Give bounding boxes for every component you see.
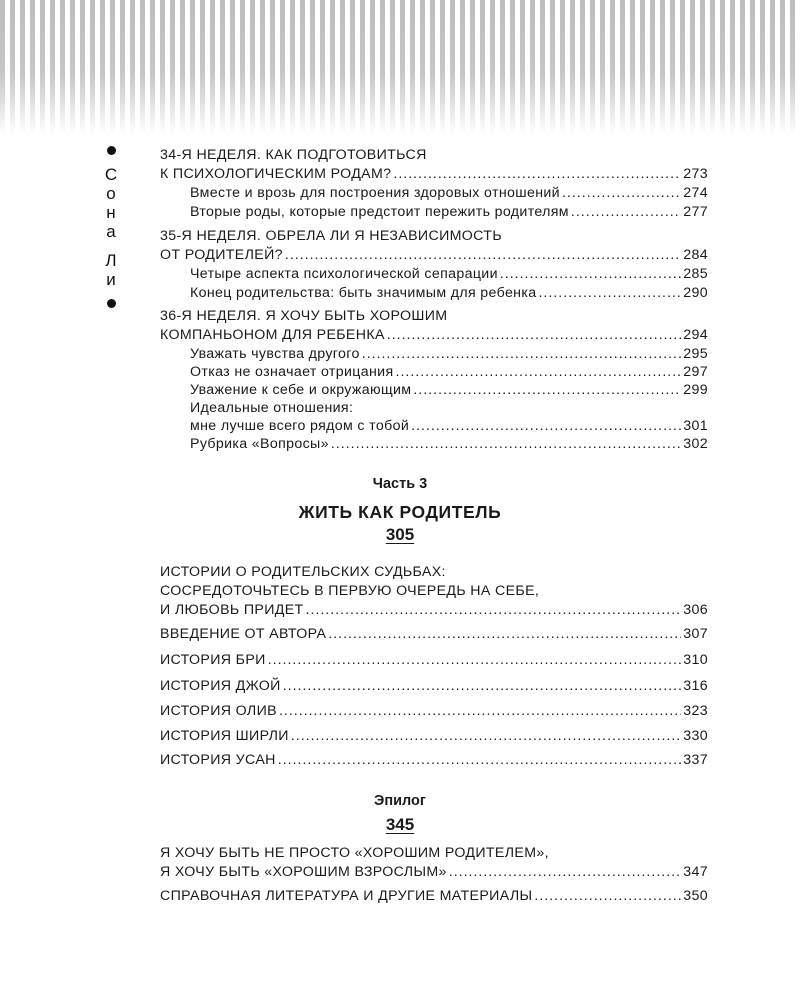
leader-dots [396, 364, 682, 380]
part-title: ЖИТЬ КАК РОДИТЕЛЬ [298, 502, 502, 522]
toc-subentry[interactable]: Конец родительства: быть значимым для ребенка ..... 290 [190, 285, 708, 304]
toc-entry-joy[interactable]: ИСТОРИЯ ДЖОЙ ..... 316 [160, 678, 708, 697]
toc-entry-week36[interactable]: КОМПАНЬОНОМ ДЛЯ РЕБЕНКА ..... 294 [160, 327, 708, 346]
leader-dots [278, 752, 682, 768]
toc-entry-epilogue[interactable]: Я ХОЧУ БЫТЬ «ХОРОШИМ ВЗРОСЛЫМ» ..... 347 [160, 864, 708, 883]
page-number: 330 [683, 728, 708, 744]
toc-subentry[interactable]: Вторые роды, которые предстоит пережить родителям ..... 277 [190, 204, 708, 223]
page-number: 350 [683, 888, 708, 904]
leader-dots [562, 185, 681, 201]
spine-letter: о [106, 184, 116, 203]
toc-entry-susan[interactable]: ИСТОРИЯ УСАН ..... 337 [160, 752, 708, 771]
toc-heading-week34[interactable]: 34-Я НЕДЕЛЯ. КАК ПОДГОТОВИТЬСЯ [160, 147, 427, 163]
toc-heading-stories[interactable]: ИСТОРИИ О РОДИТЕЛЬСКИХ СУДЬБАХ: [160, 564, 446, 580]
leader-dots [387, 327, 681, 343]
leader-dots [500, 266, 681, 282]
leader-dots [534, 888, 681, 904]
page-number: 302 [683, 436, 708, 452]
epilogue-label: Эпилог [374, 793, 426, 809]
spine-author [101, 146, 121, 308]
page-number: 290 [683, 285, 708, 301]
toc-subentry[interactable]: Четыре аспекта психологической сепарации ..... 285 [190, 266, 708, 285]
leader-dots [413, 382, 681, 398]
decorative-stripe-header [0, 0, 800, 135]
toc-subentry[interactable]: Рубрика «Вопросы» ..... 302 [190, 436, 708, 455]
page-number: 274 [683, 185, 708, 201]
page-number: 284 [683, 247, 708, 263]
spine-bullet-bottom [107, 299, 116, 308]
toc-entry-week34[interactable]: К ПСИХОЛОГИЧЕСКИМ РОДАМ? ..... 273 [160, 166, 708, 185]
page-number: 297 [683, 364, 708, 380]
toc-heading-stories[interactable]: СОСРЕДОТОЧЬТЕСЬ В ПЕРВУЮ ОЧЕРЕДЬ НА СЕБЕ, [160, 583, 540, 599]
toc-entry-week35[interactable]: ОТ РОДИТЕЛЕЙ? ..... 284 [160, 247, 708, 266]
toc-subentry[interactable]: Уважать чувства другого ..... 295 [190, 346, 708, 365]
toc-entry-shirley[interactable]: ИСТОРИЯ ШИРЛИ ..... 330 [160, 728, 708, 747]
page-number: 306 [683, 602, 708, 618]
page-number: 316 [683, 678, 708, 694]
spine-bullet-top [107, 146, 116, 155]
page-number: 294 [683, 327, 708, 343]
part-label: Часть 3 [372, 476, 428, 492]
leader-dots [538, 285, 681, 301]
toc-entry-olive[interactable]: ИСТОРИЯ ОЛИВ ..... 323 [160, 703, 708, 722]
page-number: 285 [683, 266, 708, 282]
part-page-number[interactable]: 305 [385, 525, 415, 544]
leader-dots [306, 602, 682, 618]
leader-dots [393, 166, 681, 182]
leader-dots [362, 346, 682, 362]
spine-letter: а [106, 222, 116, 241]
page-number: 273 [683, 166, 708, 182]
toc-subentry[interactable]: Отказ не означает отрицания ..... 297 [190, 364, 708, 383]
leader-dots [328, 626, 681, 642]
leader-dots [449, 864, 682, 880]
leader-dots [331, 436, 681, 452]
page-number: 295 [683, 346, 708, 362]
leader-dots [411, 418, 681, 434]
toc-entry-intro[interactable]: ВВЕДЕНИЕ ОТ АВТОРА ..... 307 [160, 626, 708, 645]
toc-entry-bri[interactable]: ИСТОРИЯ БРИ ..... 310 [160, 652, 708, 671]
toc-entry-stories[interactable]: И ЛЮБОВЬ ПРИДЕТ ..... 306 [160, 602, 708, 621]
toc-subentry-heading[interactable]: Идеальные отношения: [190, 400, 354, 416]
leader-dots [283, 678, 682, 694]
spine-letter: и [106, 270, 116, 289]
spine-letter: С [104, 165, 118, 184]
leader-dots [268, 652, 682, 668]
toc-subentry[interactable]: Вместе и врозь для построения здоровых отношений ..... 274 [190, 185, 708, 204]
leader-dots [279, 703, 681, 719]
toc-subentry[interactable]: мне лучше всего рядом с тобой ..... 301 [190, 418, 708, 437]
leader-dots [285, 247, 681, 263]
page-number: 347 [683, 864, 708, 880]
epilogue-page-number[interactable]: 345 [385, 815, 415, 834]
page-number: 277 [683, 204, 708, 220]
toc-heading-week35[interactable]: 35-Я НЕДЕЛЯ. ОБРЕЛА ЛИ Я НЕЗАВИСИМОСТЬ [160, 228, 502, 244]
page-number: 301 [683, 418, 708, 434]
leader-dots [291, 728, 681, 744]
spine-letter: Л [105, 251, 117, 270]
toc-heading-epilogue-entry[interactable]: Я ХОЧУ БЫТЬ НЕ ПРОСТО «ХОРОШИМ РОДИТЕЛЕМ», [160, 845, 549, 861]
page-number: 337 [683, 752, 708, 768]
toc-entry-references[interactable]: СПРАВОЧНАЯ ЛИТЕРАТУРА И ДРУГИЕ МАТЕРИАЛЫ ..... 350 [160, 888, 708, 907]
page-number: 307 [683, 626, 708, 642]
spine-letter: н [106, 203, 116, 222]
leader-dots [571, 204, 681, 220]
toc-heading-week36[interactable]: 36-Я НЕДЕЛЯ. Я ХОЧУ БЫТЬ ХОРОШИМ [160, 308, 448, 324]
page-number: 299 [683, 382, 708, 398]
page-number: 310 [683, 652, 708, 668]
page-number: 323 [683, 703, 708, 719]
toc-subentry[interactable]: Уважение к себе и окружающим ..... 299 [190, 382, 708, 401]
